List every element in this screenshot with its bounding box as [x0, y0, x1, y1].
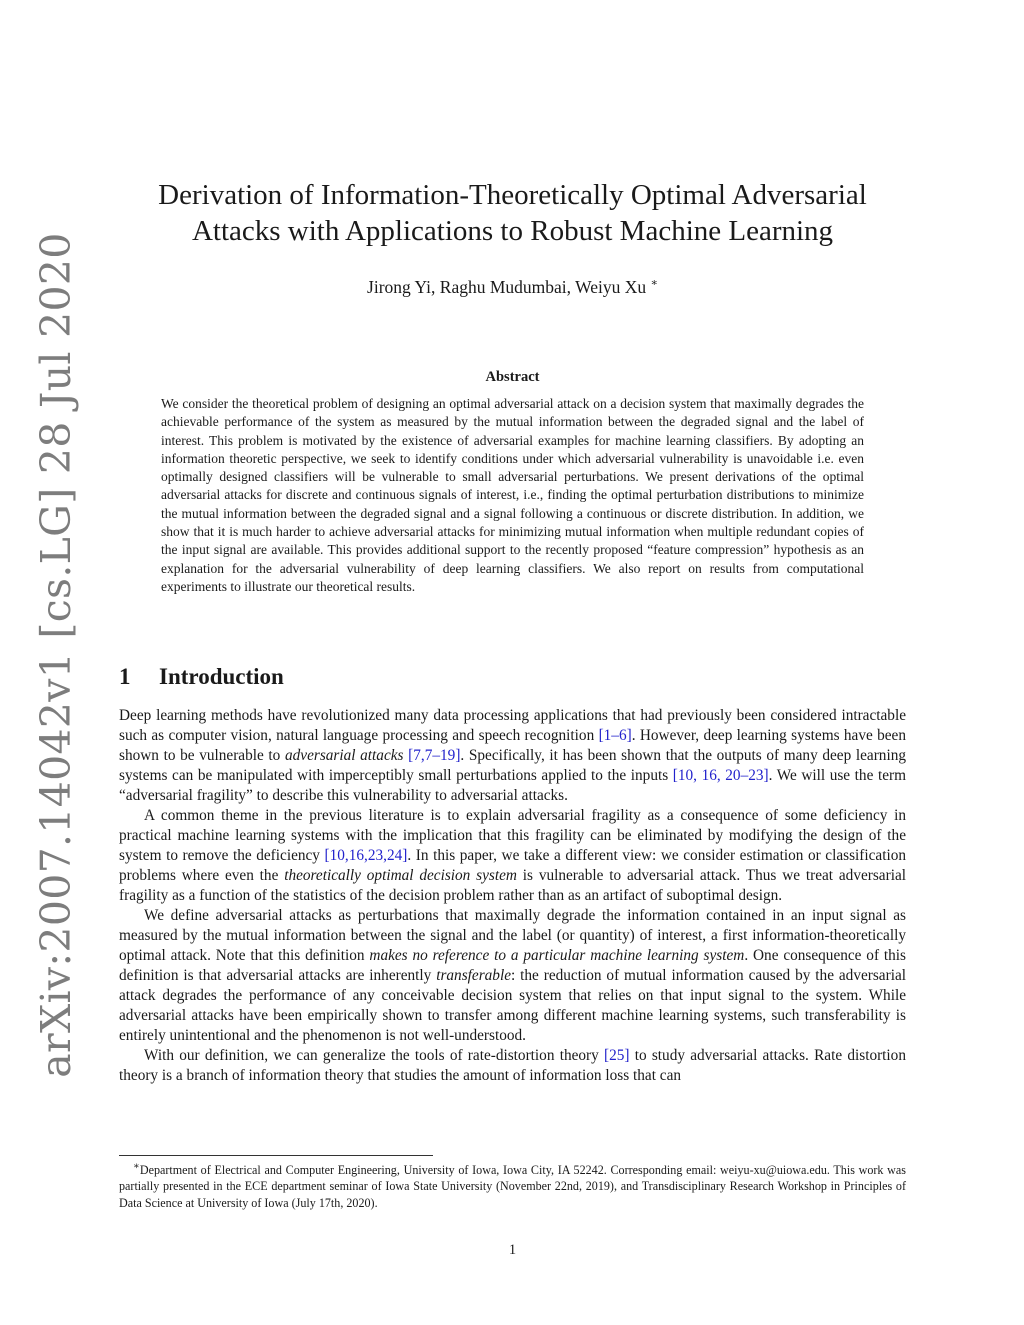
paragraph-3 [119, 906, 906, 1046]
author-footnote-mark: ∗ [650, 277, 658, 289]
citation-link[interactable]: [1–6] [598, 727, 632, 744]
paragraph-text: to study adversarial attacks. Rate distortion theory is a branch of information theory that studies the amount of information loss that can [119, 1047, 906, 1084]
citation-link[interactable]: [7,7–19] [408, 747, 461, 764]
emphasis-text: adversarial attacks [284, 747, 404, 764]
footnote-divider [119, 1155, 433, 1156]
paragraph-text: . One consequence of this definition is that adversarial attacks are inherently [119, 947, 907, 984]
abstract-heading: Abstract [485, 369, 540, 385]
paragraph-text: A common theme in the previous literature is to explain adversarial fragility as a consequence of some deficiency in practical machine learning systems with the implication that this fragility can be eliminated by modifying the design of the system to remove the deficiency [119, 807, 906, 864]
paragraph-text: . We will use the term “adversarial fragility” to describe this vulnerability to adversarial attacks. [119, 767, 906, 804]
paper-title-line-2: Attacks with Applications to Robust Machine Learning [191, 215, 834, 247]
emphasis-text: transferable [436, 967, 511, 984]
footnote-body: Department of Electrical and Computer Engineering, University of Iowa, Iowa City, IA 52242. Corresponding email: weiyu-xu@uiowa.edu. This work was partially presented in the ECE department seminar of Iowa State University (November 22nd, 2019), and Transdisciplinary Research Workshop in Principles of Data Science at University of Iowa (July 17th, 2020). [119, 1163, 906, 1210]
footnote-text [119, 1159, 906, 1211]
paragraph-text: . However, deep learning systems have been shown to be vulnerable to [119, 727, 906, 764]
paper-title-line-1: Derivation of Information-Theoretically Optimal Adversarial [158, 179, 867, 211]
paragraph-text: . In this paper, we take a different view: we consider estimation or classification problems where even the [119, 847, 906, 884]
introduction-body [119, 706, 906, 1086]
paragraph-text: is vulnerable to adversarial attack. Thus we treat adversarial fragility as a function of the statistics of the decision problem rather than as an artifact of suboptimal design. [119, 867, 906, 904]
section-title: Introduction [159, 664, 284, 689]
emphasis-text: makes no reference to a particular machine learning system [369, 947, 745, 964]
citation-link[interactable]: [25] [604, 1047, 630, 1064]
arxiv-identifier: arXiv:2007.14042v1 [cs.LG] 28 Jul 2020 [32, 232, 80, 1078]
section-heading [119, 662, 284, 692]
footnote [119, 1159, 906, 1211]
paragraph-4 [119, 1046, 906, 1086]
page-number: 1 [508, 1242, 517, 1258]
paragraph-text: . Specifically, it has been shown that the outputs of many deep learning systems can be manipulated with imperceptibly small perturbations applied to the inputs [119, 747, 907, 784]
paragraph-text: : the reduction of mutual information caused by the adversarial attack degrades the performance of any conceivable decision system that relies on that input signal to the system. While adversarial attacks have been empirically shown to transfer among different machine learning systems, such transferability is entirely unintentional and the phenomenon is not well-understood. [119, 967, 906, 1044]
paragraph-2 [119, 806, 906, 906]
paragraph-text: Deep learning methods have revolutionized many data processing applications that had previously been considered intractable such as computer vision, natural language processing and speech recognition [119, 707, 906, 744]
footnote-mark: ∗ [133, 1161, 140, 1172]
emphasis-text: theoretically optimal decision system [284, 867, 517, 884]
paragraph-1 [119, 706, 906, 806]
citation-link[interactable]: [10,16,23,24] [324, 847, 408, 864]
paragraph-text: With our definition, we can generalize the tools of rate-distortion theory [144, 1047, 604, 1064]
author-names: Jirong Yi, Raghu Mudumbai, Weiyu Xu [367, 276, 647, 297]
paper-title [119, 177, 906, 249]
abstract-text: We consider the theoretical problem of designing an optimal adversarial attack on a decision system that maximally degrades the achievable performance of the system as measured by the mutual information between the degraded signal and the label of interest. This problem is motivated by the existence of adversarial examples for machine learning classifiers. By adopting an information theoretic perspective, we seek to identify conditions under which adversarial vulnerability is unavoidable i.e. even optimally designed classifiers will be vulnerable to small adversarial perturbations. We present derivations of the optimal adversarial attacks for discrete and continuous signals of interest, i.e., finding the optimal perturbation distributions to minimize the mutual information between the degraded signal and a signal following a continuous or discrete distribution. In addition, we show that it is much harder to achieve adversarial attacks for minimizing mutual information when multiple redundant copies of the input signal are available. This provides additional support to the recently proposed “feature compression” hypothesis as an explanation for the adversarial vulnerability of deep learning classifiers. We also report on results from computational experiments to illustrate our theoretical results. [161, 396, 864, 594]
paragraph-text: We define adversarial attacks as perturbations that maximally degrade the information contained in an input signal as measured by the mutual information between the signal and the label (or quantity) of interest, a first information-theoretically optimal attack. Note that this definition [119, 907, 906, 964]
citation-link[interactable]: [10, 16, 20–23] [672, 767, 769, 784]
author-list [119, 272, 906, 298]
section-number: 1 [119, 664, 131, 689]
